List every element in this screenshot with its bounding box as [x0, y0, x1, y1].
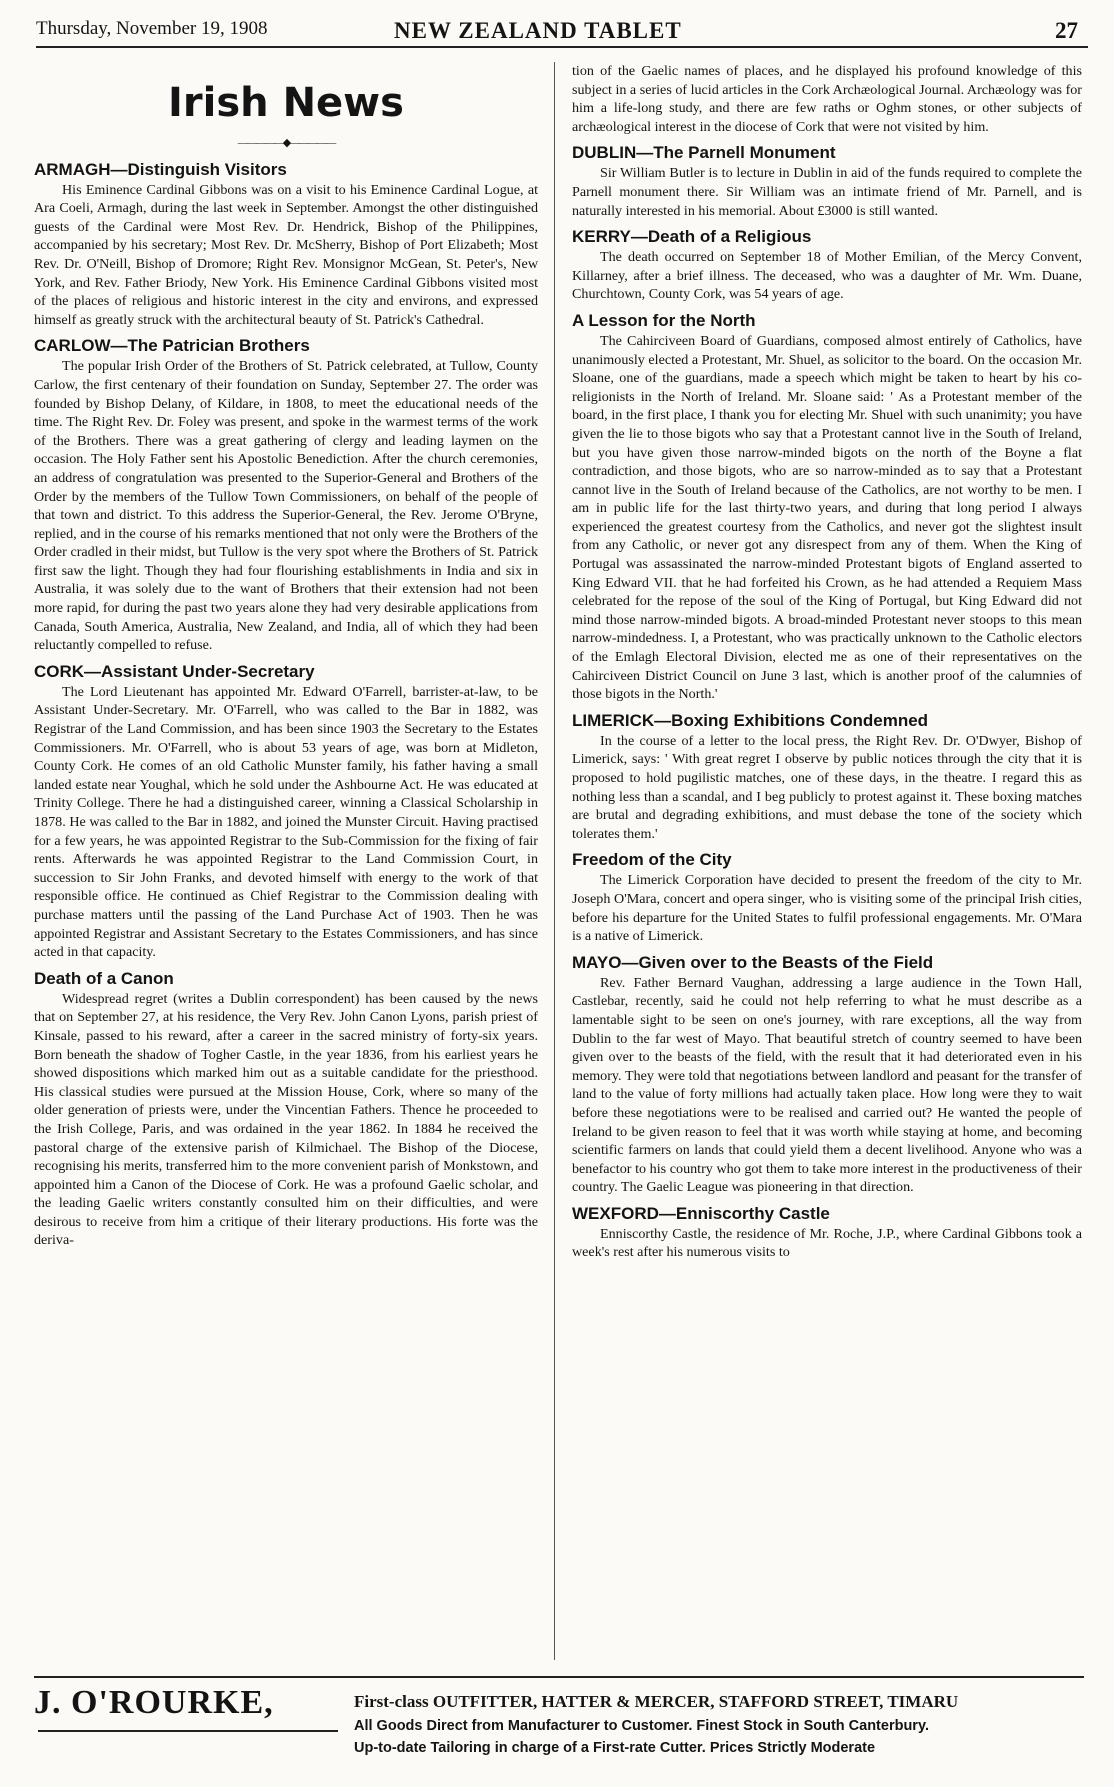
advert-line-2: All Goods Direct from Manufacturer to Customer. Finest Stock in South Canterbury. — [354, 1718, 929, 1734]
article-body-dublin: Sir William Butler is to lecture in Dublin in aid of the funds required to complete the Parnell monument there. Sir William was an intimate friend of Mr. Parnell, and is naturally interested in his memorial. About £3000 is still wanted. — [572, 165, 1082, 219]
article-body-limerick: In the course of a letter to the local press, the Right Rev. Dr. O'Dwyer, Bishop of Limerick, says: ' With great regret I observe by public notices through the city that it is proposed to hold pugilistic matches, one of these days, in the theatre. I regard this as nothing less than a scandal, and I beg publicly to protest against it. These boxing matches are brutal and degrading exhibitions, and must debase the tone of the society which tolerates them.' — [572, 732, 1082, 842]
advertisement — [34, 1676, 1084, 1776]
issue-date: Thursday, November 19, 1908 — [36, 18, 268, 39]
advert-business-name: J. O'ROURKE, — [34, 1684, 274, 1721]
title-ornament: —————◆————— — [237, 137, 335, 149]
article-body-kerry: The death occurred on September 18 of Mother Emilian, of the Mercy Convent, Killarney, after a brief illness. The deceased, who was a daughter of Mr. Wm. Duane, Churchtown, County Cork, was 54 years of age. — [572, 249, 1082, 303]
article-continuation: tion of the Gaelic names of places, and he displayed his profound knowledge of this subject in a series of lucid articles in the Cork Archæological Journal. Archæology was for him a life-long study, and there are few raths or Oghm stones, or other subjects of archæological interest in the diocese of Cork that were not visited by him. — [572, 63, 1082, 135]
article-heading-armagh: ARMAGH—Distinguish Visitors — [34, 159, 287, 179]
advert-line-3: Up-to-date Tailoring in charge of a First-rate Cutter. Prices Strictly Moderate — [354, 1740, 876, 1756]
newspaper-title: NEW ZEALAND TABLET — [394, 18, 682, 43]
article-body-lesson: The Cahirciveen Board of Guardians, composed almost entirely of Catholics, have unanimously elected a Protestant, Mr. Shuel, as solicitor to the board. On the occasion Mr. Sloane, one of the guardians, made a speech which might be taken to heart by his co-religionists in the North of Ireland. Mr. Sloane said: ' As a Protestant member of the board, in the first place, I thank you for electing Mr. Shuel with such unanimity; you have given the lie to those bigots who say that a Protestant cannot live in the South of Ireland, but you have given those narrow-minded bigots on the north of the Boyne a flat contradiction, and those bigots, who are so narrow-minded as to say that a Protestant cannot live in the South of Ireland because of the Catholics, are not worthy to be men. I am in public life for the last thirty-two years, and during that long period I always experienced the greatest courtesy from the Catholics, and never got the slightest insult from any Catholic, or never got any disrespect from any of them. When the King of Portugal was assassinated the narrow-minded Protestant bigots of England asserted to King Edward VII. that he had forfeited his Crown, as he had attended a Requiem Mass celebrated for the repose of the soul of the King of Portugal, but King Edward did not mind those narrow-minded bigots. A broad-minded Protestant never stoops to this mean narrow-mindedness. I, a Protestant, who was practically unknown to the Catholic electors of the Emlagh Electoral Division, elected me as one of their representatives on the Cahirciveen District Council on June 3 last, which is another proof of the calumnies of those bigots in the North.' — [572, 332, 1082, 703]
article-heading-dublin: DUBLIN—The Parnell Monument — [572, 143, 836, 163]
article-body-canon: Widespread regret (writes a Dublin correspondent) has been caused by the news that on September 27, at his residence, the Very Rev. John Canon Lyons, parish priest of Kinsale, passed to his reward, after a career in the sacred ministry of forty-six years. Born beneath the shadow of Togher Castle, in the year 1836, from his earliest years he showed dispositions which marked him out as a suitable candidate for the priesthood. His classical studies were pursued at the Mission House, Cork, where so many of the older generation of priests were, under the Vincentian Fathers. Thence he proceeded to the Irish College, Paris, and was ordained in the year 1862. In 1884 he received the pastoral charge of the extensive parish of Kilmichael. The Bishop of the Diocese, recognising his merits, transferred him to the more convenient parish of Monkstown, and appointed him a Canon of the Diocese of Cork. He was a profound Gaelic scholar, and the leading Gaelic writers constantly consulted him on their difficulties, and were desirous to receive from him a critique of their literary productions. His forte was the deriva- — [34, 990, 538, 1249]
article-heading-freedom: Freedom of the City — [572, 850, 732, 870]
masthead — [36, 8, 1088, 48]
article-heading-canon: Death of a Canon — [34, 968, 174, 988]
advert-line-1: First-class OUTFITTER, HATTER & MERCER, STAFFORD STREET, TIMARU — [354, 1692, 959, 1711]
article-body-freedom: The Limerick Corporation have decided to present the freedom of the city to Mr. Joseph O'Mara, concert and opera singer, who is visiting some of the principal Irish cities, before his departure for the United States to fulfil professional engagements. Mr. O'Mara is a native of Limerick. — [572, 872, 1082, 945]
article-heading-cork: CORK—Assistant Under-Secretary — [34, 661, 315, 681]
article-body-cork: The Lord Lieutenant has appointed Mr. Edward O'Farrell, barrister-at-law, to be Assistant Under-Secretary. Mr. O'Farrell, who was called to the Bar in 1882, was Registrar of the Land Commission, and has been since 1903 the Secretary to the Estates Commissioners. Mr. O'Farrell, who is about 53 years of age, was born at Midleton, County Cork. He comes of an old Catholic Munster family, his father having a small landed estate near Youghal, which he sold under the Ashbourne Act. He was educated at Trinity College. There he had a distinguished career, winning a Classical Scholarship in 1878. He was called to the Bar in 1882, and joined the Munster Circuit. Having practised for a few years, he was appointed Registrar to the Sub-Commission for the fixing of fair rents. Afterwards he was appointed Registrar to the Land Commission Court, in succession to Sir John Franks, and devoted himself with energy to the work of that responsible office. He continued as Chief Registrar to the Commission dealing with purchase matters until the passing of the Land Purchase Act of 1903. Then he was appointed Registrar and Assistant Secretary to the Estates Commissioners, and has since acted in that capacity. — [34, 683, 538, 961]
article-heading-kerry: KERRY—Death of a Religious — [572, 227, 812, 247]
page-title: Irish News — [168, 80, 404, 126]
article-heading-limerick: LIMERICK—Boxing Exhibitions Condemned — [572, 710, 929, 730]
article-body-wexford: Enniscorthy Castle, the residence of Mr. Roche, J.P., where Cardinal Gibbons took a week's rest after his numerous visits to — [572, 1225, 1082, 1261]
right-column — [572, 62, 1082, 1662]
article-heading-carlow: CARLOW—The Patrician Brothers — [34, 336, 310, 356]
page-number: 27 — [1055, 18, 1078, 43]
article-heading-mayo: MAYO—Given over to the Beasts of the Field — [572, 952, 934, 972]
article-body-armagh: His Eminence Cardinal Gibbons was on a visit to his Eminence Cardinal Logue, at Ara Coeli, Armagh, during the last week in September. Amongst the other distinguished guests of the Cardinal were Most Rev. Dr. Hendrick, Bishop of the Philippines, accompanied by his secretary; Most Rev. Dr. McSherry, Bishop of Port Elizabeth; Most Rev. Dr. O'Neill, Bishop of Dromore; Right Rev. Monsignor McGean, St. Peter's, New York, and Rev. Father Briody, New York. His Eminence Cardinal Gibbons visited most of the places of religious and historic interest in the city and environs, and expressed himself as greatly struck with the architectural beauty of St. Patrick's Cathedral. — [34, 181, 538, 328]
left-column — [34, 62, 538, 1662]
article-body-carlow: The popular Irish Order of the Brothers of St. Patrick celebrated, at Tullow, County Carlow, the first centenary of their foundation on Sunday, September 27. The order was founded by Bishop Delany, of Kildare, in 1808, to meet the educational needs of the time. The Right Rev. Dr. Foley was present, and spoke in the warmest terms of the work of the Brothers. There was a great gathering of clergy and leading laymen on the occasion. The Holy Father sent his Apostolic Benediction. After the church ceremonies, an address of congratulation was presented to the Superior-General and Brothers of the Order by the members of the Tullow Town Commissioners, on behalf of the people of that town and district. To this address the Superior-General, the Rev. Jerome O'Bryne, replied, and in the course of his remarks mentioned that not only were the Brothers of the Order cradled in their midst, but Tullow is the very spot where the Brothers of St. Patrick first saw the light. Though they had four flourishing establishments in India and six in Australia, it was solely due to the want of Brothers that their extension had not been more rapid, for during the past two years alone they had very desirable applications from Canada, South America, Australia, New Zealand, and India, all of which they had been reluctantly compelled to refuse. — [34, 358, 538, 654]
article-heading-wexford: WEXFORD—Enniscorthy Castle — [572, 1203, 830, 1223]
column-divider — [554, 62, 555, 1660]
article-body-mayo: Rev. Father Bernard Vaughan, addressing a large audience in the Town Hall, Castlebar, recently, said he could not help referring to what he must describe as a lamentable sight to be seen on one's journey, with rare exceptions, all the way from Dublin to the far west of Mayo. That beautiful stretch of country seemed to have been given over to the beasts of the field, with the result that it had deteriorated even in his memory. They were told that negotiations between landlord and peasant for the transfer of land to the value of forty millions had actually taken place. How long were they to wait before these negotiations were to be realised and carried out? He wanted the people of Ireland to be given reason to feel that it was worth while staying at home, and becoming scientific farmers on lands that could yield them a decent livelihood. Anyone who was a benefactor to his country who got them to take more interest in the productiveness of their country. The Gaelic League was pioneering in that direction. — [572, 974, 1082, 1196]
advert-underline — [38, 1730, 338, 1732]
article-heading-lesson: A Lesson for the North — [572, 310, 756, 330]
